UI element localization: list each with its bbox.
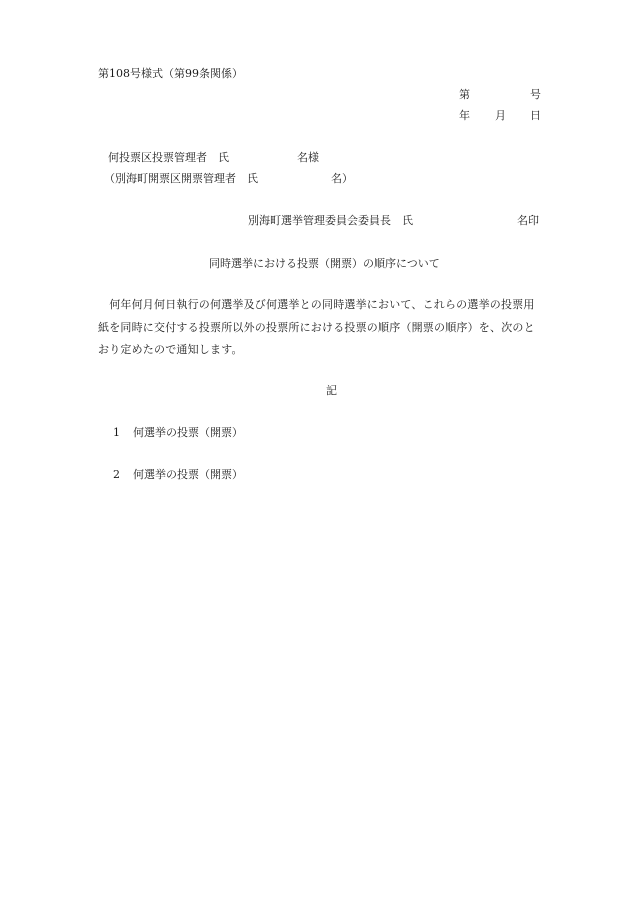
body-line-3: おり定めたので通知します。	[98, 343, 243, 356]
item-text-2: 何選挙の投票（開票）	[133, 468, 243, 481]
addressee-line2-suffix: 名）	[331, 172, 353, 185]
body-line-2: 紙を同時に交付する投票所以外の投票所における投票の順序（開票の順序）を、次のと	[98, 320, 535, 334]
item-number-2: 2	[113, 468, 120, 481]
addressee-line1-suffix: 名様	[297, 151, 319, 164]
sender-suffix: 名印	[517, 214, 539, 227]
body-paragraph	[98, 294, 578, 362]
number-suffix: 号	[530, 88, 541, 101]
date-year: 年	[459, 109, 470, 122]
body-line-1: 何年何月何日執行の何選挙及び何選挙との同時選挙において、これらの選挙の投票用	[98, 298, 535, 311]
date-month: 月	[495, 109, 506, 122]
subject-title: 同時選挙における投票（開票）の順序について	[209, 257, 440, 270]
sender-title: 別海町選挙管理委員会委員長 氏	[248, 214, 413, 227]
addressee-line1-title: 何投票区投票管理者 氏	[108, 151, 229, 164]
item-text-1: 何選挙の投票（開票）	[133, 426, 243, 439]
date-day: 日	[530, 109, 541, 122]
form-header-label: 第108号様式（第99条関係）	[98, 67, 243, 80]
item-number-1: 1	[113, 426, 120, 439]
ki-heading: 記	[326, 384, 337, 397]
number-prefix: 第	[459, 88, 470, 101]
addressee-line2-title: （別海町開票区開票管理者 氏	[104, 172, 258, 185]
